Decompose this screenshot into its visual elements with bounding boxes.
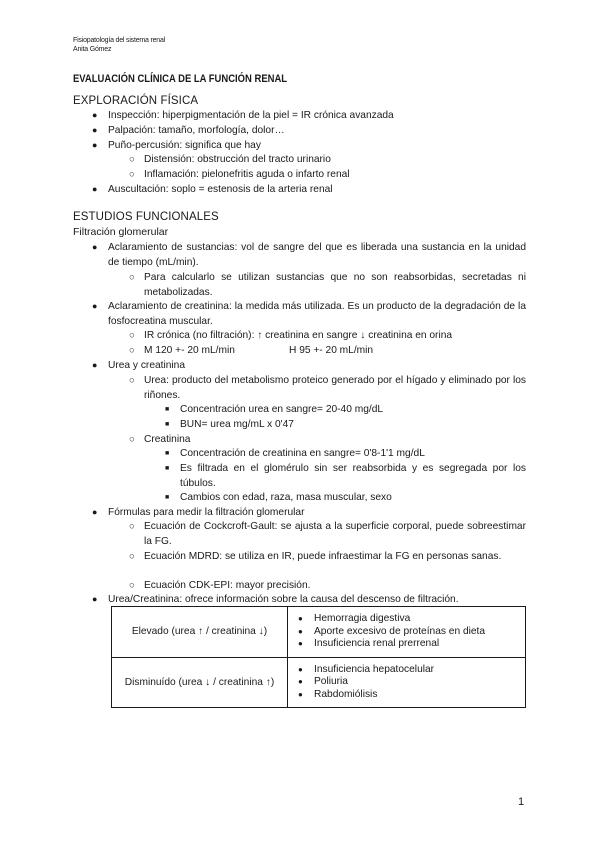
bullet-icon: ● bbox=[92, 594, 98, 604]
header-course: Fisiopatología del sistema renal bbox=[73, 37, 166, 44]
table-cell-label: Elevado (urea ↑ / creatinina ↓) bbox=[112, 607, 288, 658]
list-item: Es filtrada en el glomérulo sin ser reabsorbida y es segregada por los túbulos. bbox=[180, 463, 526, 489]
circle-bullet-icon: ○ bbox=[129, 154, 135, 165]
list-item: Aclaramiento de sustancias: vol de sangre del que es liberada una sustancia en la unidad de tiempo (mL/min). bbox=[108, 242, 526, 268]
circle-bullet-icon: ○ bbox=[129, 434, 135, 445]
list-item: ● Insuficiencia renal prerrenal bbox=[314, 638, 525, 651]
table-cell-label: Disminuído (urea ↓ / creatinina ↑) bbox=[112, 657, 288, 708]
square-bullet-icon: ■ bbox=[165, 406, 170, 413]
list-item: Creatinina bbox=[144, 434, 191, 445]
list-item: Distensión: obstrucción del tracto urinario bbox=[144, 154, 331, 165]
list-item: Puño-percusión: significa que hay bbox=[108, 140, 261, 151]
circle-bullet-icon: ○ bbox=[129, 551, 135, 562]
square-bullet-icon: ■ bbox=[165, 494, 170, 501]
bullet-icon: ● bbox=[92, 184, 98, 194]
list-item: Concentración urea en sangre= 20-40 mg/dL bbox=[180, 404, 384, 415]
list-item: Ecuación de Cockcroft-Gault: se ajusta a la superficie corporal, puede sobreestimar la FG. bbox=[144, 521, 526, 547]
value-female: H 95 +- 20 mL/min bbox=[289, 345, 374, 356]
circle-bullet-icon: ○ bbox=[129, 580, 135, 591]
bullet-icon: ● bbox=[92, 301, 98, 311]
document-title: EVALUACIÓN CLÍNICA DE LA FUNCIÓN RENAL bbox=[73, 73, 288, 85]
list-item: IR crónica (no filtración): ↑ creatinina en sangre ↓ creatinina en orina bbox=[144, 330, 453, 341]
circle-bullet-icon: ○ bbox=[129, 330, 135, 341]
bullet-icon: ● bbox=[92, 242, 98, 252]
list-item: Ecuación CDK-EPI: mayor precisión. bbox=[144, 580, 311, 591]
list-item: Urea: producto del metabolismo proteico generado por el hígado y eliminado por los riñones. bbox=[144, 375, 526, 401]
section-heading-exploracion: EXPLORACIÓN FÍSICA bbox=[73, 95, 199, 107]
section-heading-estudios: ESTUDIOS FUNCIONALES bbox=[73, 211, 219, 223]
list-item: Auscultación: soplo = estenosis de la arteria renal bbox=[108, 184, 333, 195]
list-item: Aclaramiento de creatinina: la medida más utilizada. Es un producto de la degradación de la fosfocreatina muscular. bbox=[108, 301, 526, 327]
page-number: 1 bbox=[518, 796, 525, 808]
bullet-icon: ● bbox=[92, 507, 98, 517]
list-item: Urea y creatinina bbox=[108, 360, 186, 371]
list-item: Ecuación MDRD: se utiliza en IR, puede infraestimar la FG en personas sanas. bbox=[144, 551, 502, 562]
bullet-icon: ● bbox=[92, 360, 98, 370]
list-item: Concentración de creatinina en sangre= 0'8-1'1 mg/dL bbox=[180, 448, 425, 459]
list-item: ● Poliuria bbox=[314, 676, 525, 689]
subheading-filtracion: Filtración glomerular bbox=[73, 226, 169, 238]
list-item: Inflamación: pielonefritis aguda o infarto renal bbox=[144, 169, 350, 180]
list-item: Urea/Creatinina: ofrece información sobre la causa del descenso de filtración. bbox=[108, 594, 459, 605]
list-item: Inspección: hiperpigmentación de la piel = IR crónica avanzada bbox=[108, 110, 394, 121]
table-row bbox=[112, 657, 526, 708]
circle-bullet-icon: ○ bbox=[129, 375, 135, 386]
square-bullet-icon: ■ bbox=[165, 421, 170, 428]
list-item: BUN= urea mg/mL x 0'47 bbox=[180, 419, 294, 430]
table-row bbox=[112, 607, 526, 658]
list-item: Fórmulas para medir la filtración glomerular bbox=[108, 507, 305, 518]
header-author: Anita Gómez bbox=[73, 46, 112, 53]
list-item: Palpación: tamaño, morfología, dolor… bbox=[108, 125, 285, 136]
table-cell-list bbox=[288, 657, 526, 708]
circle-bullet-icon: ○ bbox=[129, 169, 135, 180]
list-item: ● Insuficiencia hepatocelular bbox=[314, 664, 525, 677]
list-item: Para calcularlo se utilizan sustancias que no son reabsorbidas, secretadas ni metabolizadas. bbox=[144, 272, 526, 298]
circle-bullet-icon: ○ bbox=[129, 521, 135, 532]
circle-bullet-icon: ○ bbox=[129, 345, 135, 356]
list-item: ● Hemorragia digestiva bbox=[314, 613, 525, 626]
value-male: M 120 +- 20 mL/min bbox=[144, 345, 235, 356]
square-bullet-icon: ■ bbox=[165, 450, 170, 457]
bullet-icon: ● bbox=[92, 140, 98, 150]
circle-bullet-icon: ○ bbox=[129, 272, 135, 283]
bullet-icon: ● bbox=[92, 125, 98, 135]
list-item: Cambios con edad, raza, masa muscular, sexo bbox=[180, 492, 392, 503]
square-bullet-icon: ■ bbox=[165, 465, 170, 472]
urea-creatinina-table bbox=[111, 606, 526, 708]
list-item: ● Aporte excesivo de proteínas en dieta bbox=[314, 626, 525, 639]
bullet-icon: ● bbox=[92, 110, 98, 120]
list-item: ● Rabdomiólisis bbox=[314, 689, 525, 702]
table-cell-list bbox=[288, 607, 526, 658]
